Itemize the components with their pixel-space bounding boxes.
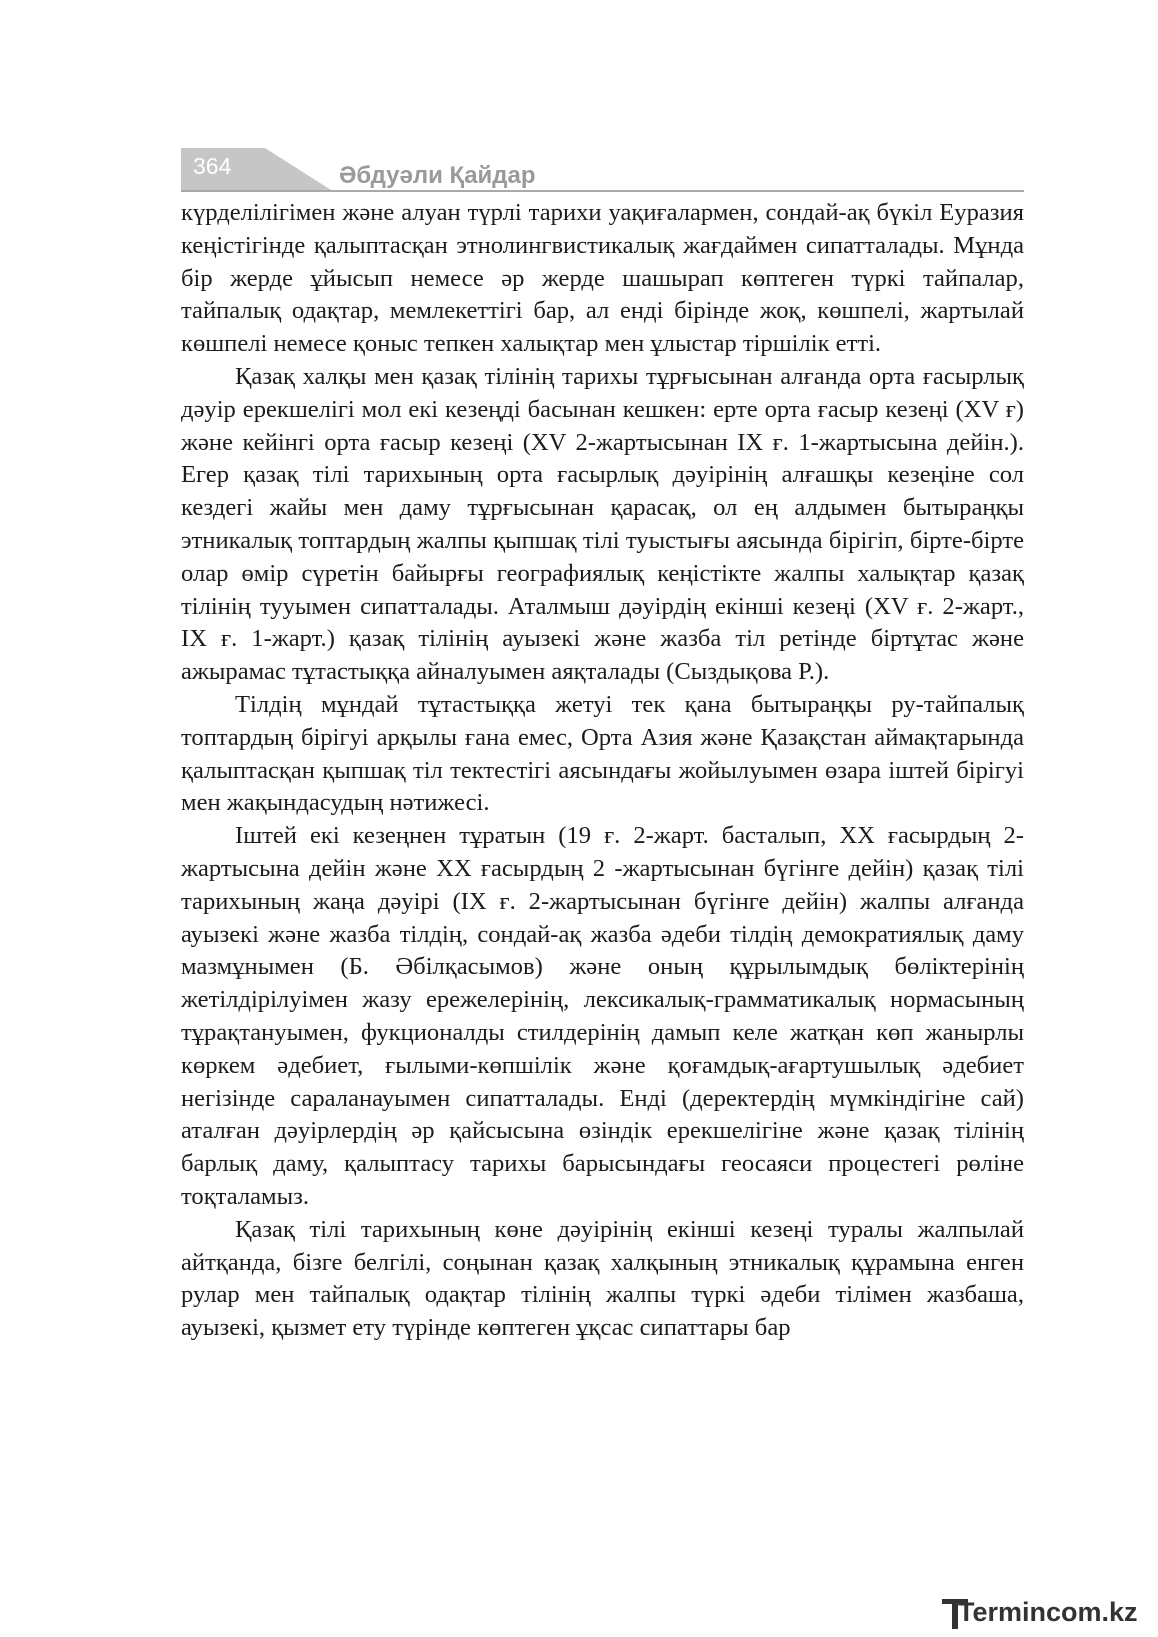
page-number: 364 — [193, 153, 232, 179]
paragraph: Іштей екі кезеңнен тұратын (19 ғ. 2-жарт. басталып, XX ғасырдың 2-жартысына дейін және XX ғасырдың 2 -жартысынан бүгінге дейін) қазақ тілі тарихының жаңа дәуірі (IX ғ. 2-жартысынан бүгінге дейін) жалпы алғанда ауызекі және жазба тілдің, сондай-ақ жазба әдеби тілдің демократиялық даму мазмұнымен (Б. Әбілқасымов) және оның құрылымдық бөліктерінің жетілдірілуімен жазу ережелерінің, лексикалық-грамматикалық нормасының тұрақтануымен, фукционалды стилдерінің дамып келе жатқан көп жанырлы көркем әдебиет, ғылыми-көпшілік және қоғамдық-ағартушылық әдебиет негізінде сараланауымен сипатталады. Енді (деректердің мүмкіндігіне сай) аталған дәуірлердің әр қайсысына өзіндік ерекшелігіне және қазақ тілінің барлық даму, қалыптасу тарихы барысындағы геосаяси процестегі рөліне тоқталамыз. — [181, 822, 1024, 1210]
running-head-author: Әбдуәли Қайдар — [339, 162, 536, 189]
body-text — [181, 197, 1024, 1345]
paragraph: Тілдің мұндай тұтастыққа жетуі тек қана бытыраңқы ру-тайпалық топтардың бірігуі арқылы ғана емес, Орта Азия және Қазақстан аймақтарында қалыптасқан қыпшақ тіл тектестігі аясындағы жойылуымен өзара іштей бірігуі мен жақындасудың нәтижесі. — [181, 690, 1024, 817]
watermark-text: Termincom.kz — [958, 1597, 1138, 1627]
paragraph: Қазақ халқы мен қазақ тілінің тарихы тұрғысынан алғанда орта ғасырлық дәуір ерекшелігі мол екі кезеңді басынан кешкен: ерте орта ғасыр кезеңі (XV ғ) және кейінгі орта ғасыр кезеңі (XV 2-жартысынан IX ғ. 1-жартысына дейін.). Егер қазақ тілі тарихының орта ғасырлық дәуірінің алғашқы кезеңіне сол кездегі жайы мен даму тұрғысынан қарасақ, ол ең алдымен бытыраңқы этникалық топтардың жалпы қыпшақ тілі туыстығы аясында бірігіп, бірте-бірте олар өмір сүретін байырғы географиялық кеңістікте жалпы халықтар қазақ тілінің тууымен сипатталады. Аталмыш дәуірдің екінші кезеңі (XV ғ. 2-жарт., IX ғ. 1-жарт.) қазақ тілінің ауызекі және жазба тіл ретінде біртұтас және ажырамас тұтастыққа айналуымен аяқталады (Сыздықова Р.). — [181, 362, 1024, 686]
paragraph: Қазақ тілі тарихының көне дәуірінің екінші кезеңі туралы жалпылай айтқанда, бізге белгілі, соңынан қазақ халқының этникалық құрамына енген рулар мен тайпалық одақтар тілінің жалпы түркі әдеби тілімен жазбаша, ауызекі, қызмет ету түрінде көптеген ұқсас сипаттары бар — [181, 1215, 1024, 1342]
header-divider — [181, 190, 1024, 192]
watermark-logo — [940, 1595, 1140, 1635]
page-header — [181, 148, 1024, 196]
paragraph: күрделілігімен және алуан түрлі тарихи уақиғалармен, сондай-ақ бүкіл Еуразия кеңістігінде қалыптасқан этнолингвистикалық жағдаймен сипатталады. Мұнда бір жерде ұйысып немесе әр жерде шашырап көптеген түркі тайпалар, тайпалық одақтар, мемлекеттігі бар, ал енді бірінде жоқ, көшпелі, жартылай көшпелі немесе қоныс тепкен халықтар мен ұлыстар тіршілік етті. — [181, 199, 1024, 358]
